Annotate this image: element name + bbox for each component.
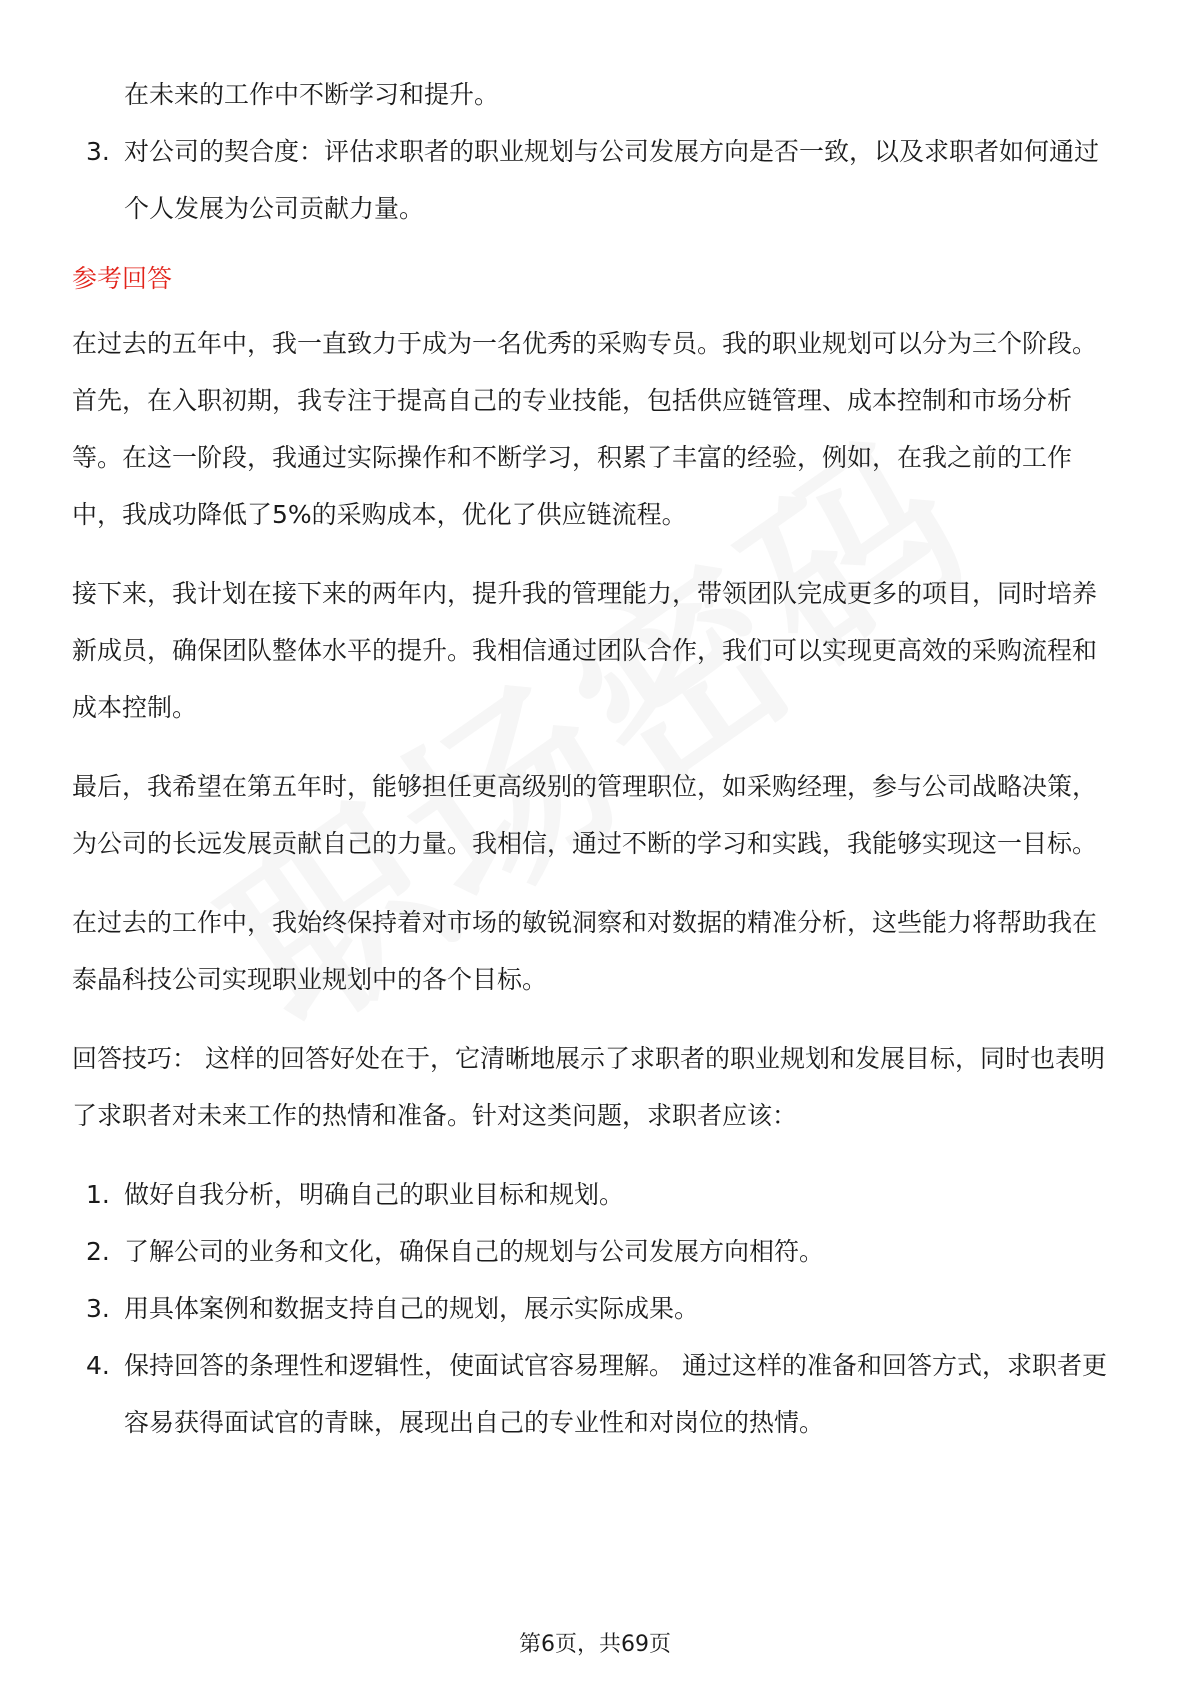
list-number: 4. — [86, 1351, 110, 1380]
answer-paragraph-4: 在过去的工作中，我始终保持着对市场的敏锐洞察和对数据的精准分析，这些能力将帮助我在泰晶科技公司实现职业规划中的各个目标。 — [72, 908, 1098, 994]
list-item-text: 了解公司的业务和文化，确保自己的规划与公司发展方向相符。 — [124, 1237, 825, 1266]
page-content — [72, 66, 1118, 1451]
list-number: 2. — [86, 1237, 110, 1266]
section-title: 参考回答 — [72, 264, 173, 293]
list-number: 3. — [86, 1294, 110, 1323]
answer-paragraph-1: 在过去的五年中，我一直致力于成为一名优秀的采购专员。我的职业规划可以分为三个阶段。首先，在入职初期，我专注于提高自己的专业技能，包括供应链管理、成本控制和市场分析等。在这一阶段，我通过实际操作和不断学习，积累了丰富的经验，例如，在我之前的工作中，我成功降低了5%的采购成本，优化了供应链流程。 — [72, 329, 1098, 529]
criteria-item-3 — [72, 123, 1118, 237]
answer-paragraph-3: 最后，我希望在第五年时，能够担任更高级别的管理职位，如采购经理，参与公司战略决策，为公司的长远发展贡献自己的力量。我相信，通过不断的学习和实践，我能够实现这一目标。 — [72, 772, 1098, 858]
list-item — [72, 1280, 1118, 1337]
continuation-line: 在未来的工作中不断学习和提升。 — [124, 80, 500, 109]
tips-paragraph: 回答技巧： 这样的回答好处在于，它清晰地展示了求职者的职业规划和发展目标，同时也表明了求职者对未来工作的热情和准备。针对这类问题，求职者应该： — [72, 1044, 1105, 1130]
answer-paragraph-2: 接下来，我计划在接下来的两年内，提升我的管理能力，带领团队完成更多的项目，同时培养新成员，确保团队整体水平的提升。我相信通过团队合作，我们可以实现更高效的采购流程和成本控制。 — [72, 579, 1098, 722]
list-item-text: 对公司的契合度：评估求职者的职业规划与公司发展方向是否一致，以及求职者如何通过个人发展为公司贡献力量。 — [124, 137, 1100, 223]
list-number: 1. — [86, 1180, 110, 1209]
list-item — [72, 1223, 1118, 1280]
tips-list — [72, 1166, 1118, 1451]
list-item-text: 用具体案例和数据支持自己的规划，展示实际成果。 — [124, 1294, 700, 1323]
list-item — [72, 1337, 1118, 1451]
list-item-text: 保持回答的条理性和逻辑性，使面试官容易理解。 通过这样的准备和回答方式，求职者更容易获得面试官的青睐，展现出自己的专业性和对岗位的热情。 — [124, 1351, 1107, 1437]
list-item-text: 做好自我分析，明确自己的职业目标和规划。 — [124, 1180, 625, 1209]
page-footer: 第6页，共69页 — [519, 1632, 671, 1657]
list-number: 3. — [86, 137, 110, 166]
list-item — [72, 1166, 1118, 1223]
